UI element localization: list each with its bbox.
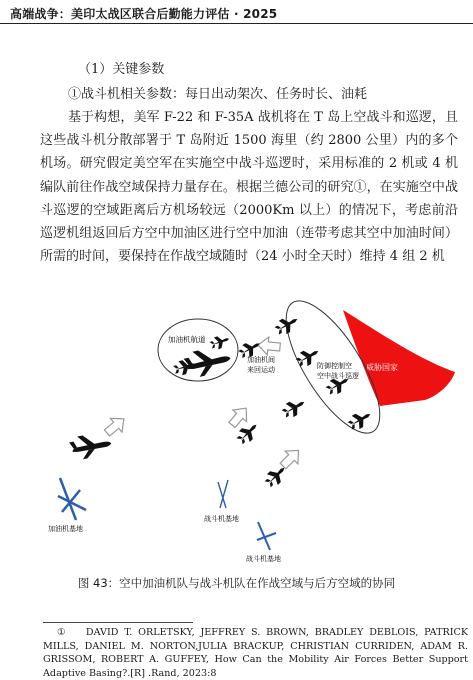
shuttle-label-1: 加油机间 <box>247 356 275 364</box>
footnote-rule <box>43 622 193 623</box>
shuttle-label-2: 来回运动 <box>247 366 275 374</box>
tanker-aircraft-icon <box>183 344 233 379</box>
tanker-base-icon <box>58 478 86 520</box>
tanker-transit-icon <box>68 431 113 461</box>
fighter-base-label-2: 战斗机基地 <box>246 555 281 563</box>
cap-label-1: 防御控制空 <box>317 362 352 370</box>
running-header: 高端战争：美印太战区联合后勤能力评估 · 2025 <box>10 7 278 21</box>
transit-arrow-icon <box>277 444 305 472</box>
tanker-transit-arrow-icon <box>101 412 129 440</box>
figure-diagram <box>0 300 473 580</box>
fighter-base-icon-2 <box>257 522 276 550</box>
header-rule <box>0 23 473 24</box>
cap-fighter-icon <box>346 407 374 432</box>
footnote-text: DAVID T. ORLETSKY, JEFFREY S. BROWN, BRADLEY DEBLOIS, PATRICK MILLS, DANIEL M. NORTON,JULIA BRACKUP, CHRISTIAN CURRIDEN, ADAM R. GRISSOM, ROBERT A. GUFFEY, How Can the Mobility Air Forces Better Support Adaptive Basing?.[R] .Rand, 2023:8 <box>43 627 468 679</box>
coordination-figure <box>0 300 473 580</box>
subsection-heading: ①战斗机相关参数：每日出动架次、任务时长、油耗 <box>68 87 368 102</box>
fighter-refueling-icon <box>209 333 232 352</box>
footnote <box>43 626 468 680</box>
fighter-base-icon-1 <box>218 480 228 508</box>
transit-arrow-icon <box>225 402 253 430</box>
footnote-marker: ① <box>57 627 69 638</box>
body-paragraph: 基于构想，美军 F-22 和 F-35A 战机将在 T 岛上空战斗和巡逻，且这些战斗机分散部署于 T 岛附近 1500 海里（约 2800 公里）内的多个机场。研究假定美空军在实施空中战斗巡逻时，采用标准的 2 机或 4 机编队前往作战空域保持力量存在。根据兰德公司的研究①，在实施空中战斗巡逻的空域距离后方机场较远（2000Km 以上）的情况下，考虑前沿巡逻机组返回后方空中加油区进行空中加油（连带考虑其空中加油时间）所需的时间，要保持在作战空域随时（24 小时全天时）维持 4 组 2 机 <box>40 110 458 265</box>
transit-fighter-icon <box>280 395 308 420</box>
figure-caption: 图 43：空中加油机队与战斗机队在作战空域与后方空域的协同 <box>77 576 396 590</box>
refuel-route-label: 加油机航道 <box>168 335 206 344</box>
tanker-track-ellipse <box>158 319 238 381</box>
shuttle-arrow-icon <box>257 336 280 356</box>
tanker-base-label: 加油机基地 <box>48 525 83 533</box>
section-heading: （1）关键参数 <box>78 62 165 77</box>
cap-fighter-icon <box>273 312 301 337</box>
cap-label-2: 空中战斗巡逻 <box>317 372 359 380</box>
fighter-base-label-1: 战斗机基地 <box>204 515 239 523</box>
threat-label: 威胁国家 <box>366 363 398 372</box>
